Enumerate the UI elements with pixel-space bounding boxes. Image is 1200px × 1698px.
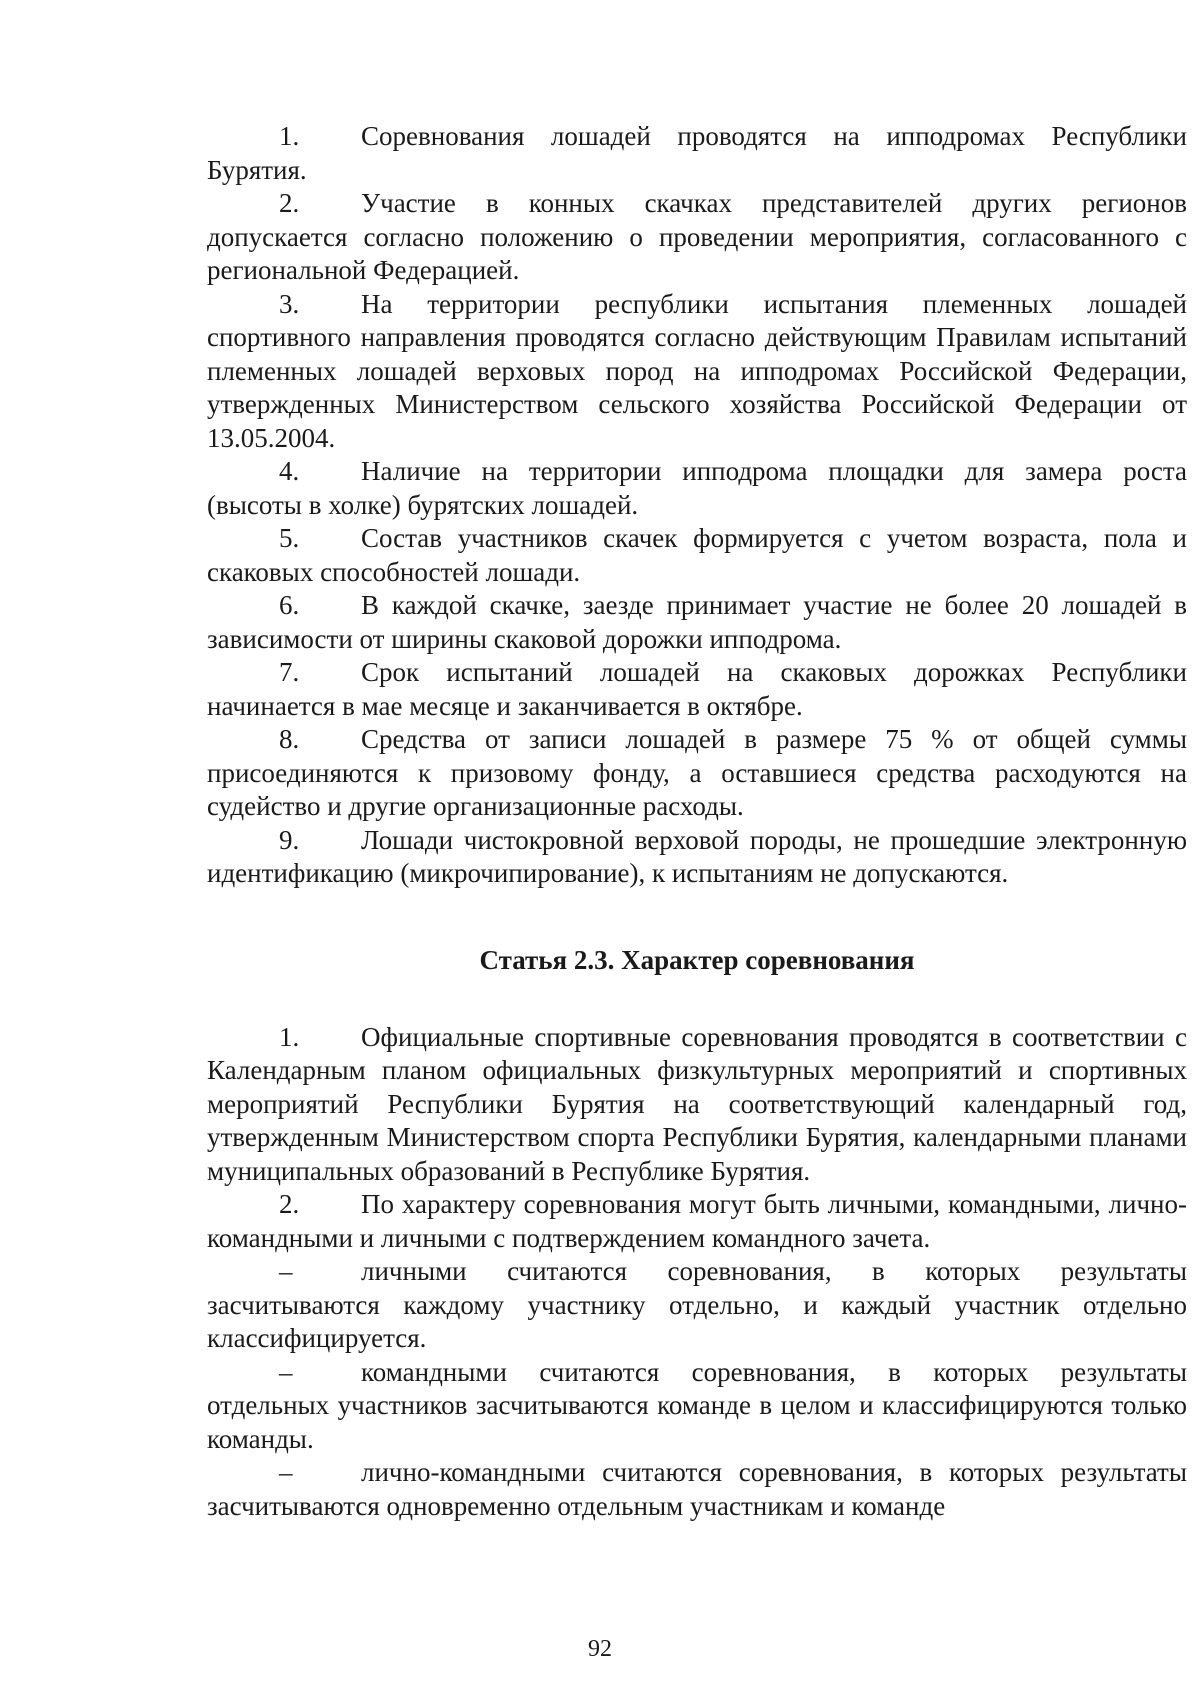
item-number: 4.: [279, 456, 300, 486]
dash-item: [207, 1456, 1187, 1523]
dash-mark: –: [279, 1256, 293, 1286]
list-item: [207, 589, 1187, 656]
item-text: Лошади чистокровной верховой породы, не прошедшие электронную идентификацию (микрочипирование), к испытаниям не допускаются.: [207, 824, 1187, 888]
list-item: [207, 656, 1187, 723]
item-text: В каждой скачке, заезде принимает участие не более 20 лошадей в зависимости от ширины скаковой дорожки ипподрома.: [207, 590, 1187, 654]
list-item: [207, 288, 1187, 456]
list-item: [207, 455, 1187, 522]
list-item: [207, 1021, 1187, 1189]
list-item: [207, 522, 1187, 589]
item-number: 5.: [279, 523, 300, 553]
item-number: 7.: [279, 657, 300, 687]
item-text: Соревнования лошадей проводятся на ипподромах Республики Бурятия.: [207, 121, 1187, 185]
dash-text: командными считаются соревнования, в которых результаты отдельных участников засчитываются команде в целом и классифицируются только команды.: [207, 1356, 1187, 1454]
list-item: [207, 120, 1187, 187]
section-list: [207, 1021, 1187, 1524]
dash-mark: –: [279, 1457, 293, 1487]
item-text: На территории республики испытания племенных лошадей спортивного направления проводятся согласно действующим Правилам испытаний племенных лошадей верховых пород на ипподромах Российской Федерации, утвержденных Министерством сельского хозяйства Российской Федерации от 13.05.2004.: [207, 288, 1187, 453]
item-text: Участие в конных скачках представителей других регионов допускается согласно положению о проведении мероприятия, согласованного с региональной Федерацией.: [207, 188, 1187, 285]
item-text: Наличие на территории ипподрома площадки для замера роста (высоты в холке) бурятских лошадей.: [207, 456, 1187, 520]
list-item: [207, 824, 1187, 891]
item-number: 3.: [279, 288, 300, 319]
item-text: Состав участников скачек формируется с учетом возраста, пола и скаковых способностей лошади.: [207, 523, 1187, 587]
item-number: 6.: [279, 590, 300, 620]
item-text: Официальные спортивные соревнования проводятся в соответствии с Календарным планом официальных физкультурных мероприятий и спортивных мероприятий Республики Бурятия на соответствующий календарный год, утвержденным Министерством спорта Республики Бурятия, календарными планами муниципальных образований в Республике Бурятия.: [207, 1021, 1187, 1186]
item-text: По характеру соревнования могут быть личными, командными, лично-командными и личными с подтверждением командного зачета.: [207, 1189, 1187, 1253]
dash-item: [207, 1356, 1187, 1457]
article-heading: Статья 2.3. Характер соревнования: [479, 944, 915, 975]
item-text: Средства от записи лошадей в размере 75 % от общей суммы присоединяются к призовому фонду, а оставшиеся средства расходуются на судейство и другие организационные расходы.: [207, 724, 1187, 821]
list-item: [207, 1188, 1187, 1255]
dash-mark: –: [279, 1356, 293, 1387]
item-number: 1.: [279, 1021, 300, 1052]
item-number: 9.: [279, 824, 300, 855]
page-number: 92: [588, 1636, 612, 1662]
section-list: [207, 120, 1187, 891]
item-number: 2.: [279, 188, 300, 218]
item-number: 1.: [279, 121, 300, 151]
list-item: [207, 187, 1187, 288]
item-text: Срок испытаний лошадей на скаковых дорожках Республики начинается в мае месяце и заканчивается в октябре.: [207, 657, 1187, 721]
list-item: [207, 723, 1187, 824]
item-number: 8.: [279, 724, 300, 754]
document-page: [207, 120, 1187, 1523]
dash-item: [207, 1255, 1187, 1356]
item-number: 2.: [279, 1189, 300, 1219]
dash-text: лично-командными считаются соревнования, в которых результаты засчитываются одновременно отдельным участникам и команде: [207, 1457, 1187, 1521]
dash-text: личными считаются соревнования, в которых результаты засчитываются каждому участнику отдельно, и каждый участник отдельно классифицируется.: [207, 1256, 1187, 1353]
